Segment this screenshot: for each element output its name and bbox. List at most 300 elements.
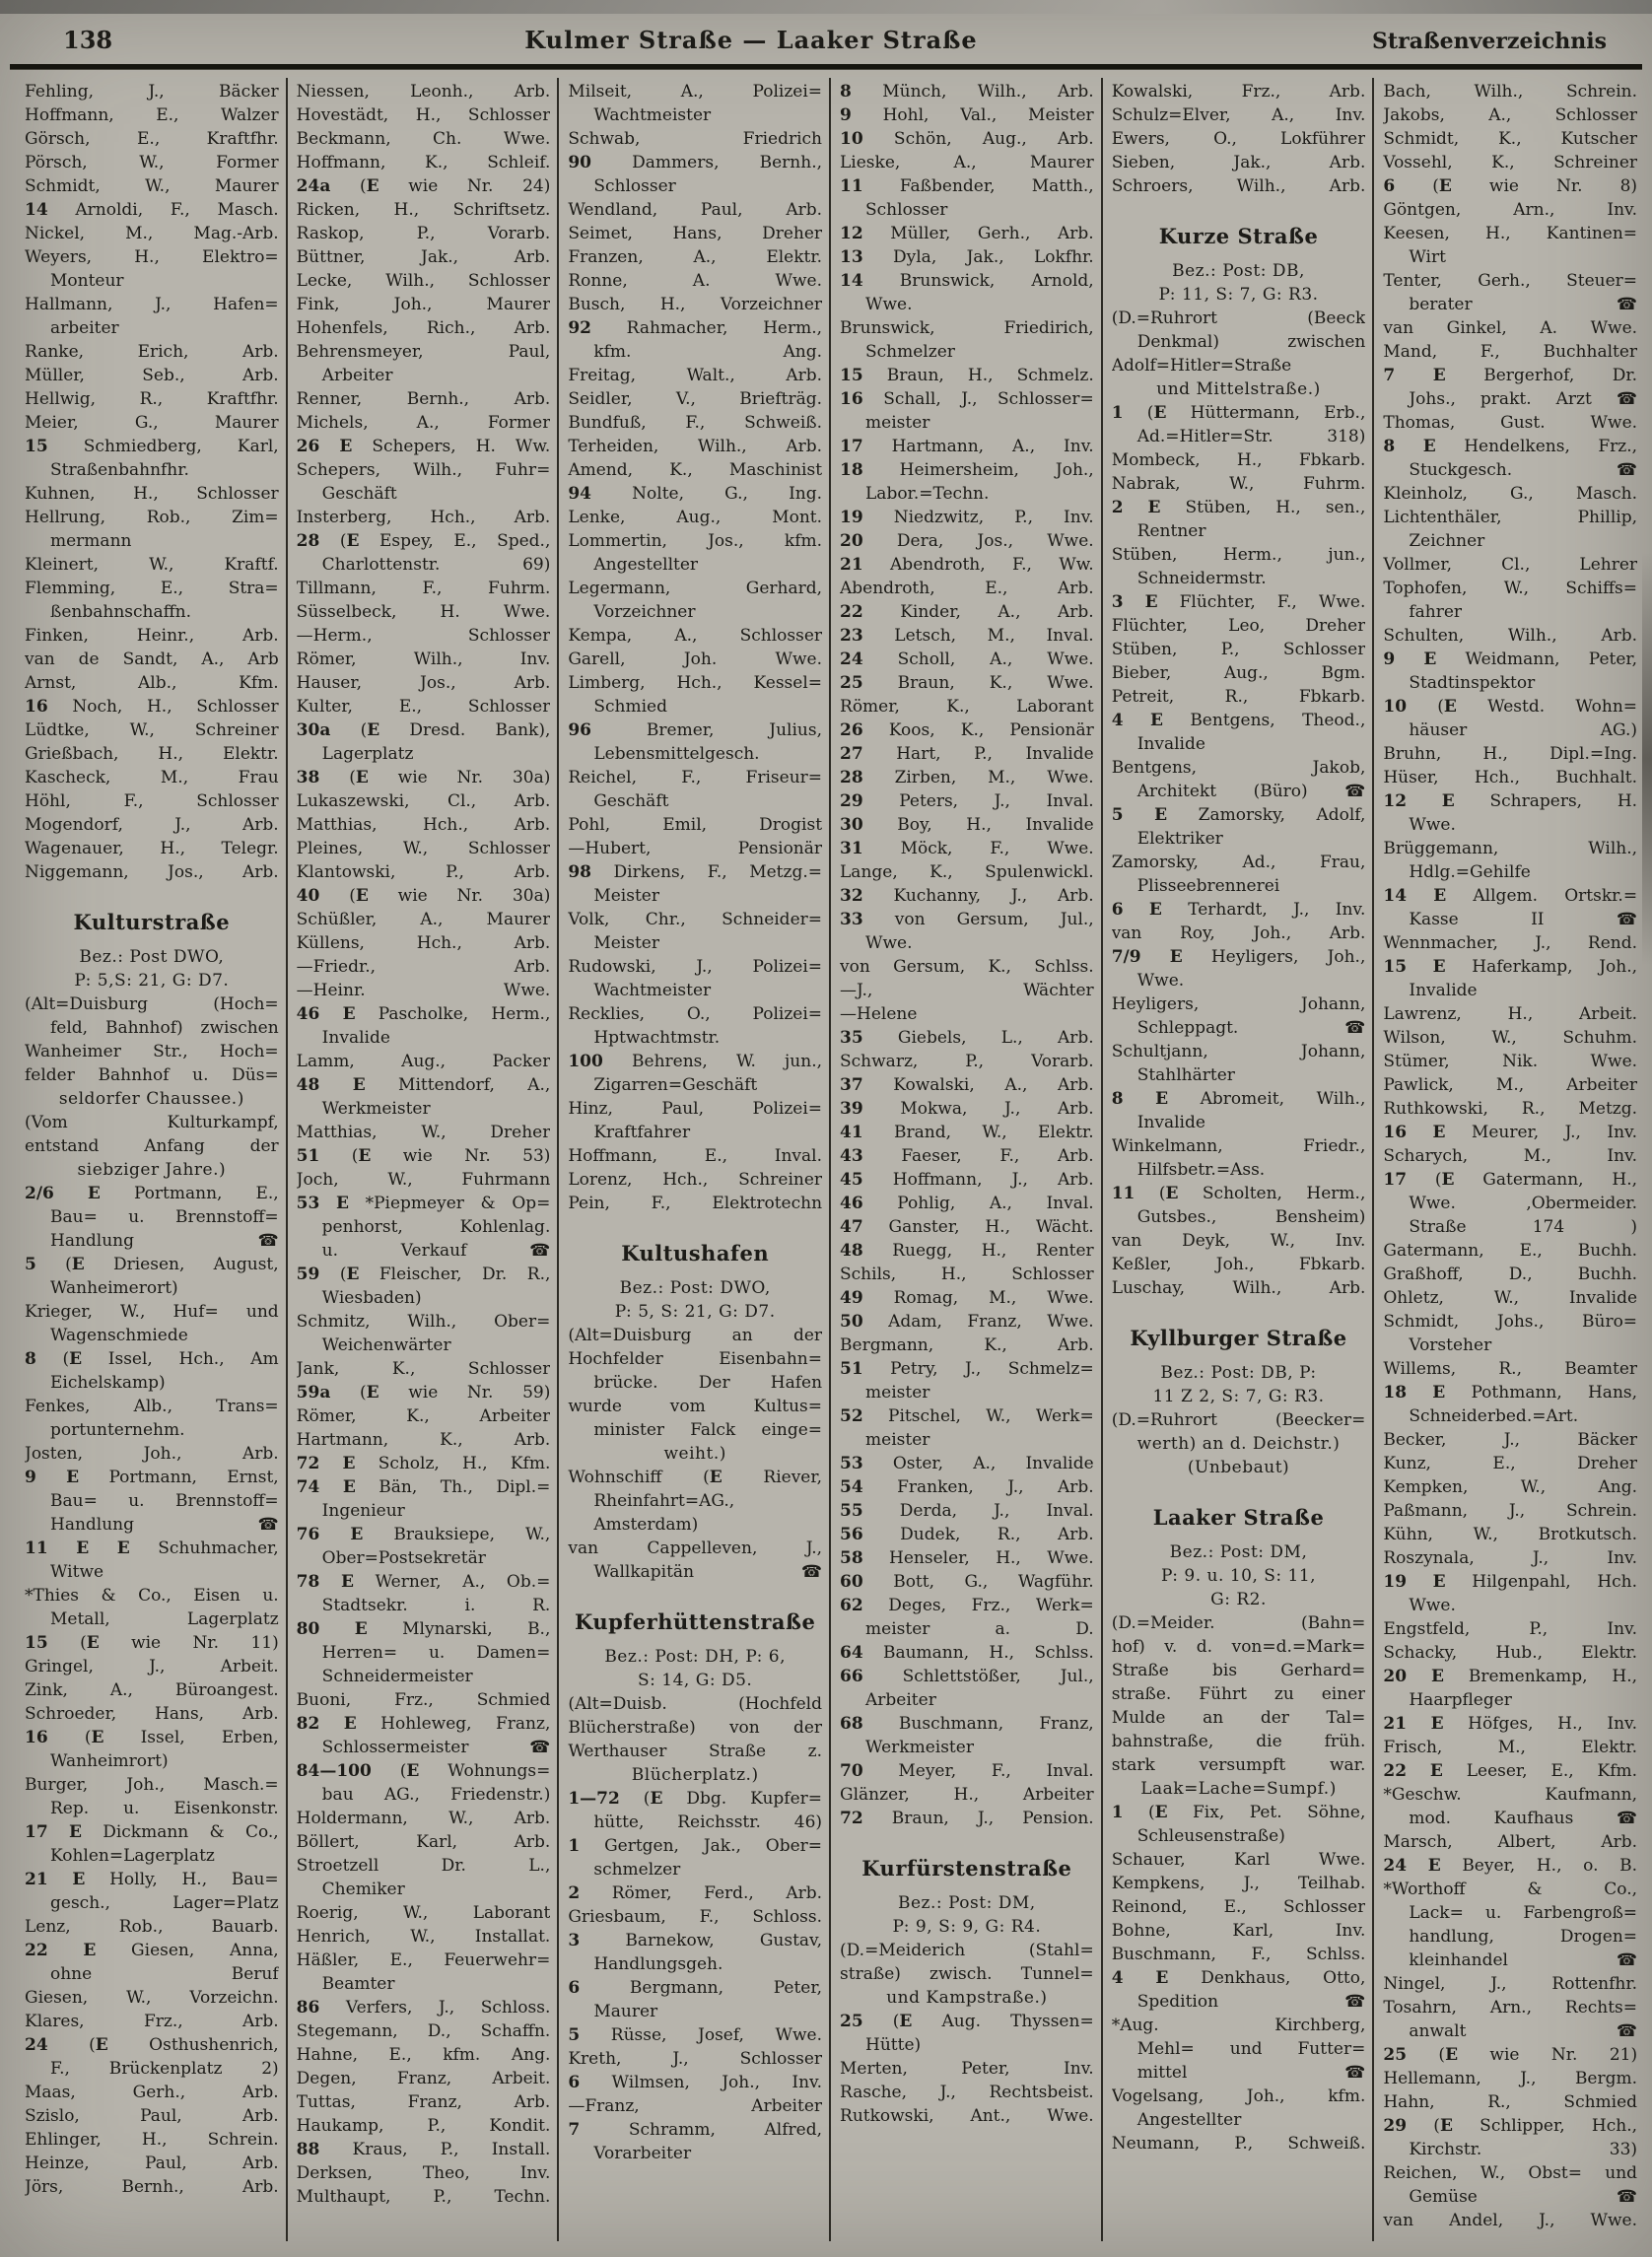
directory-line: Milseit, A., Polizei= — [568, 82, 823, 102]
directory-line: 98 Dirkens, F., Metzg.= — [568, 862, 823, 882]
directory-line: Amsterdam) — [593, 1515, 699, 1535]
directory-line: Bieber, Aug., Bgm. — [1111, 663, 1366, 683]
directory-line: Thomas, Gust. Wwe. — [1383, 413, 1638, 433]
directory-line: Architekt (Büro) ☎ — [1136, 782, 1366, 801]
directory-line: Raskop, P., Vorarb. — [296, 224, 551, 243]
directory-line: Maas, Gerh., Arb. — [25, 2083, 279, 2102]
directory-line: Grießbach, H., Elektr. — [25, 744, 279, 764]
directory-line: Wilson, W., Schuhm. — [1383, 1028, 1638, 1048]
directory-line: 32 Kuchanny, J., Arb. — [840, 886, 1094, 906]
directory-line: und Mittelstraße.) — [1156, 379, 1321, 399]
directory-line: 30 Boy, H., Invalide — [840, 815, 1094, 835]
directory-line: 23 Letsch, M., Inval. — [840, 626, 1094, 646]
directory-line: ohne Beruf — [50, 1964, 279, 1984]
directory-line: Straßenbahnfhr. — [50, 460, 189, 480]
directory-line: Ewers, O., Lokführer — [1111, 129, 1366, 149]
street-heading: Kultushafen — [621, 1241, 770, 1265]
directory-line: Römer, K., Laborant — [840, 697, 1094, 717]
directory-line: Henrich, W., Installat. — [296, 1927, 551, 1947]
directory-line: Schultjann, Johann, — [1111, 1042, 1366, 1061]
directory-line: 47 Ganster, H., Wächt. — [840, 1217, 1094, 1237]
directory-line: 25 (E wie Nr. 21) — [1383, 2045, 1638, 2065]
directory-line: Bundfuß, F., Schweiß. — [568, 413, 823, 433]
directory-line: Plisseebrennerei — [1136, 876, 1280, 896]
directory-line: Heinze, Paul, Arb. — [25, 2154, 279, 2173]
directory-line: Volk, Chr., Schneider= — [568, 910, 823, 929]
directory-line: Wanheimer Str., Hoch= — [25, 1042, 279, 1061]
directory-line: 3 E Flüchter, F., Wwe. — [1111, 592, 1366, 612]
directory-line: Schmelzer — [865, 342, 955, 362]
directory-line: Wendland, Paul, Arb. — [568, 200, 823, 220]
directory-line: Wagenauer, H., Telegr. — [25, 839, 279, 858]
directory-line: Schleusenstraße) — [1136, 1826, 1285, 1846]
directory-line: Lenke, Aug., Mont. — [568, 508, 823, 527]
directory-line: Limberg, Hch., Kessel= — [568, 673, 823, 693]
directory-line: Wachtmeister — [593, 105, 712, 125]
directory-line: Haarpfleger — [1409, 1690, 1512, 1710]
street-heading: Kulturstraße — [73, 910, 231, 934]
directory-line: Lange, K., Spulenwickl. — [840, 862, 1094, 882]
directory-line: Ruthkowski, R., Metzg. — [1383, 1099, 1638, 1119]
scan-artifact-top — [0, 0, 1652, 14]
directory-line: Kreth, J., Schlosser — [568, 2049, 823, 2069]
directory-line: Hallmann, J., Hafen= — [25, 295, 279, 314]
directory-line: 88 Kraus, P., Install. — [296, 2140, 551, 2159]
directory-line: Recklies, O., Polizei= — [568, 1004, 823, 1024]
directory-line: Straße 174 ) — [1409, 1217, 1638, 1237]
directory-line: Keesen, H., Kantinen= — [1383, 224, 1638, 243]
directory-line: Niggemann, Jos., Arb. — [25, 862, 279, 882]
directory-line: bau AG., Friedenstr.) — [321, 1785, 551, 1805]
page-number: 138 — [63, 26, 113, 54]
directory-line: Mombeck, H., Fbkarb. — [1111, 450, 1366, 470]
directory-column-5 — [1101, 78, 1373, 2241]
directory-line: Höhl, F., Schlosser — [25, 791, 279, 811]
directory-line: Handlungsgeh. — [593, 1954, 723, 1974]
directory-line: 60 Bott, G., Wagführ. — [840, 1572, 1094, 1592]
directory-line: —Herm., Schlosser — [296, 626, 551, 646]
directory-line: Lawrenz, H., Arbeit. — [1383, 1004, 1638, 1024]
directory-line: Bentgens, Jakob, — [1111, 758, 1366, 778]
directory-line: 1—72 (E Dbg. Kupfer= — [568, 1789, 823, 1809]
directory-line: Frisch, M., Elektr. — [1383, 1738, 1638, 1757]
directory-line: hütte, Reichsstr. 46) — [593, 1812, 823, 1832]
directory-line: Süsselbeck, H. Wwe. — [296, 602, 551, 622]
directory-line: Winkelmann, Friedr., — [1111, 1136, 1366, 1156]
directory-line: Kühn, W., Brotkutsch. — [1383, 1525, 1638, 1544]
directory-line: 11 E E Schuhmacher, — [25, 1539, 279, 1558]
directory-line: Lenz, Rob., Bauarb. — [25, 1917, 279, 1937]
directory-line: bahnstraße, die früh. — [1111, 1732, 1366, 1751]
street-heading: Kurfürstenstraße — [861, 1856, 1072, 1881]
directory-line: 28 (E Espey, E., Sped., — [296, 531, 551, 551]
directory-line: Degen, Franz, Arbeit. — [296, 2069, 551, 2088]
directory-line: Wiesbaden) — [321, 1288, 422, 1308]
directory-line: Hartmann, K., Arb. — [296, 1430, 551, 1450]
directory-line: Stadtsekr. i. R. — [321, 1596, 551, 1615]
directory-line: Kulter, E., Schlosser — [296, 697, 551, 717]
directory-line: Seidler, V., Briefträg. — [568, 389, 823, 409]
directory-line: Schmidt, W., Maurer — [25, 176, 279, 196]
directory-line: P: 11, S: 7, G: R3. — [1158, 285, 1319, 305]
directory-line: Eichelskamp) — [50, 1373, 166, 1393]
directory-line: 19 Niedzwitz, P., Inv. — [840, 508, 1094, 527]
directory-line: Herren= u. Damen= — [321, 1643, 551, 1663]
directory-line: 14 Arnoldi, F., Masch. — [25, 200, 279, 220]
street-heading: Kupferhüttenstraße — [575, 1609, 816, 1634]
directory-line: 28 Zirben, M., Wwe. — [840, 768, 1094, 787]
directory-line: 15 Braun, H., Schmelz. — [840, 366, 1094, 385]
directory-line: Burger, Joh., Masch.= — [25, 1775, 279, 1795]
directory-line: Schlossermeister ☎ — [321, 1738, 551, 1757]
street-heading: Laaker Straße — [1152, 1505, 1325, 1530]
directory-line: Arbeiter — [321, 366, 393, 385]
directory-line: Niessen, Leonh., Arb. — [296, 82, 551, 102]
directory-line: 7/9 E Heyligers, Joh., — [1111, 947, 1366, 967]
directory-line: Wennmacher, J., Rend. — [1383, 933, 1638, 953]
directory-column-6 — [1372, 78, 1644, 2241]
directory-line: Schmied — [593, 697, 667, 717]
directory-line: Garell, Joh. Wwe. — [568, 650, 823, 669]
directory-line: 30a (E Dresd. Bank), — [296, 720, 551, 740]
directory-line: Schulten, Wilh., Arb. — [1383, 626, 1638, 646]
directory-line: kfm. Ang. — [593, 342, 823, 362]
directory-line: Zamorsky, Ad., Frau, — [1111, 853, 1366, 872]
directory-column-4 — [829, 78, 1101, 2241]
directory-line: Holdermann, W., Arb. — [296, 1809, 551, 1828]
directory-line: Willems, R., Beamter — [1383, 1359, 1638, 1379]
directory-line: Paßmann, J., Schrein. — [1383, 1501, 1638, 1521]
directory-line: (Vom Kulturkampf, — [25, 1113, 279, 1132]
directory-line: 59a (E wie Nr. 59) — [296, 1383, 551, 1402]
directory-line: Flüchter, Leo, Dreher — [1111, 616, 1366, 636]
directory-line: Tenter, Gerh., Steuer= — [1383, 271, 1638, 291]
directory-line: 55 Derda, J., Inval. — [840, 1501, 1094, 1521]
directory-line: Reinond, E., Schlosser — [1111, 1897, 1366, 1917]
directory-line: Bez.: Post: DWO, — [619, 1278, 771, 1298]
directory-line: 21 Abendroth, F., Ww. — [840, 555, 1094, 575]
directory-line: van Roy, Joh., Arb. — [1111, 923, 1366, 943]
directory-line: 15 (E wie Nr. 11) — [25, 1633, 279, 1653]
directory-line: Müller, Seb., Arb. — [25, 366, 279, 385]
directory-line: häuser AG.) — [1409, 720, 1638, 740]
directory-line: straße. Führt zu einer — [1111, 1684, 1366, 1704]
directory-line: gesch., Lager=Platz — [50, 1893, 279, 1913]
directory-line: Invalide — [321, 1028, 390, 1048]
directory-line: 4 E Denkhaus, Otto, — [1111, 1968, 1366, 1988]
directory-line: 76 E Brauksiepe, W., — [296, 1525, 551, 1544]
directory-line: Meister — [593, 933, 659, 953]
directory-line: 21 E Höfges, H., Inv. — [1383, 1714, 1638, 1734]
directory-line: 8 Münch, Wilh., Arb. — [840, 82, 1094, 102]
directory-line: Angestellter — [593, 555, 699, 575]
directory-line: Flemming, E., Stra= — [25, 579, 279, 598]
directory-line: Lecke, Wilh., Schlosser — [296, 271, 551, 291]
directory-line: 9 Hohl, Val., Meister — [840, 105, 1094, 125]
directory-line: Vorarbeiter — [593, 2144, 692, 2163]
directory-line: Mulde an der Tal= — [1111, 1708, 1366, 1728]
directory-line: 26 E Schepers, H. Ww. — [296, 437, 551, 456]
directory-line: F., Brückenplatz 2) — [50, 2059, 279, 2079]
directory-line: Reichel, F., Friseur= — [568, 768, 823, 787]
directory-line: Hoffmann, E., Walzer — [25, 105, 279, 125]
directory-line: Vogelsang, Joh., kfm. — [1111, 2086, 1366, 2106]
directory-line: portunternehm. — [50, 1420, 185, 1440]
directory-line: kleinhandel ☎ — [1409, 1950, 1638, 1970]
directory-line: Buoni, Frz., Schmied — [296, 1690, 551, 1710]
directory-line: Hochfelder Eisenbahn= — [568, 1349, 823, 1369]
directory-line: Buschmann, F., Schlss. — [1111, 1945, 1366, 1964]
directory-line: 9 E Portmann, Ernst, — [25, 1468, 279, 1487]
directory-line: 2/6 E Portmann, E., — [25, 1184, 279, 1203]
directory-line: Kuhnen, H., Schlosser — [25, 484, 279, 504]
directory-line: 16 Noch, H., Schlosser — [25, 697, 279, 717]
directory-line: 14 E Allgem. Ortskr.= — [1383, 886, 1638, 906]
directory-line: *Geschw. Kaufmann, — [1383, 1785, 1638, 1805]
directory-line: Insterberg, Hch., Arb. — [296, 508, 551, 527]
section-label: Straßenverzeichnis — [1372, 29, 1607, 54]
directory-line: Graßhoff, D., Buchh. — [1383, 1265, 1638, 1284]
directory-line: Hauser, Jos., Arb. — [296, 673, 551, 693]
directory-line: mittel ☎ — [1136, 2063, 1366, 2083]
directory-column-3 — [557, 78, 829, 2241]
directory-line: Kascheck, M., Frau — [25, 768, 279, 787]
directory-line: Hptwachtmstr. — [593, 1028, 721, 1048]
directory-line: Römer, Wilh., Inv. — [296, 650, 551, 669]
directory-line: 13 Dyla, Jak., Lokfhr. — [840, 247, 1094, 267]
directory-line: Lagerplatz — [321, 744, 414, 764]
directory-line: Brüggemann, Wilh., — [1383, 839, 1638, 858]
directory-line: 11 Z 2, S: 7, G: R3. — [1152, 1387, 1325, 1406]
directory-line: Derksen, Theo, Inv. — [296, 2163, 551, 2183]
directory-line: Stüben, P., Schlosser — [1111, 640, 1366, 659]
directory-line: Gatermann, E., Buchh. — [1383, 1241, 1638, 1261]
directory-line: 84—100 (E Wohnungs= — [296, 1761, 551, 1781]
directory-line: 22 Kinder, A., Arb. — [840, 602, 1094, 622]
directory-line: Bez.: Post: DM, — [1169, 1542, 1308, 1562]
directory-line: Lebensmittelgesch. — [593, 744, 760, 764]
directory-line: Franzen, A., Elektr. — [568, 247, 823, 267]
directory-line: Merten, Peter, Inv. — [840, 2059, 1094, 2079]
directory-line: 59 (E Fleischer, Dr. R., — [296, 1265, 551, 1284]
directory-line: meister a. D. — [865, 1619, 1094, 1639]
directory-line: Wwe. ,Obermeider. — [1409, 1194, 1638, 1213]
directory-line: Hahn, R., Schmied — [1383, 2092, 1638, 2112]
directory-line: Bohne, Karl, Inv. — [1111, 1921, 1366, 1941]
directory-line: P: 5, S: 21, G: D7. — [614, 1302, 776, 1322]
directory-line: 43 Faeser, F., Arb. — [840, 1146, 1094, 1166]
directory-line: Heyligers, Johann, — [1111, 994, 1366, 1014]
directory-line: handlung, Drogen= — [1409, 1927, 1638, 1947]
directory-line: 68 Buschmann, Franz, — [840, 1714, 1094, 1734]
directory-line: Schlosser — [593, 176, 676, 196]
directory-line: Nabrak, W., Fuhrm. — [1111, 474, 1366, 494]
directory-line: (Alt=Duisburg an der — [568, 1326, 823, 1345]
directory-line: Häßler, E., Feuerwehr= — [296, 1950, 551, 1970]
directory-line: Bez.: Post: DB, — [1172, 261, 1305, 281]
page-title: Kulmer Straße — Laaker Straße — [524, 26, 978, 54]
directory-line: Lack= u. Farbengroß= — [1409, 1903, 1638, 1923]
directory-line: S: 14, G: D5. — [638, 1671, 753, 1690]
directory-line: Hohenfels, Rich., Arb. — [296, 318, 551, 338]
directory-column-2 — [286, 78, 558, 2241]
directory-line: 29 (E Schlipper, Hch., — [1383, 2116, 1638, 2136]
directory-line: ßenbahnschaffn. — [50, 602, 192, 622]
directory-line: Schneidermstr. — [1136, 569, 1267, 588]
directory-line: Nickel, M., Mag.-Arb. — [25, 224, 279, 243]
directory-line: Hilfsbetr.=Ass. — [1136, 1160, 1266, 1180]
directory-line: 17 (E Gatermann, H., — [1383, 1170, 1638, 1190]
directory-line: Ohletz, W., Invalide — [1383, 1288, 1638, 1308]
directory-columns — [0, 70, 1652, 2241]
directory-line: —Hubert, Pensionär — [568, 839, 823, 858]
directory-line: 10 Schön, Aug., Arb. — [840, 129, 1094, 149]
directory-line: 4 E Bentgens, Theod., — [1111, 711, 1366, 730]
directory-line: Mehl= und Futter= — [1136, 2039, 1366, 2059]
directory-line: Schepers, Wilh., Fuhr= — [296, 460, 551, 480]
directory-line: Bez.: Post: DB, P: — [1160, 1363, 1317, 1383]
directory-line: 58 Henseler, H., Wwe. — [840, 1548, 1094, 1568]
directory-line: 3 Barnekow, Gustav, — [568, 1931, 823, 1950]
directory-line: Freitag, Walt., Arb. — [568, 366, 823, 385]
directory-line: Laak=Lache=Sumpf.) — [1140, 1779, 1337, 1799]
directory-line: 6 Wilmsen, Joh., Inv. — [568, 2073, 823, 2092]
directory-line: 24a (E wie Nr. 24) — [296, 176, 551, 196]
directory-line: Ronne, A. Wwe. — [568, 271, 823, 291]
directory-line: Stroetzell Dr. L., — [296, 1856, 551, 1876]
directory-line: Hahne, E., kfm. Ang. — [296, 2045, 551, 2065]
directory-line: 20 Dera, Jos., Wwe. — [840, 531, 1094, 551]
directory-line: Schroers, Wilh., Arb. — [1111, 176, 1366, 196]
directory-line: Stadtinspektor — [1409, 673, 1536, 693]
directory-line: Schulz=Elver, A., Inv. — [1111, 105, 1366, 125]
directory-line: Schmidt, Johs., Büro= — [1383, 1312, 1638, 1332]
directory-line: *Thies & Co., Eisen u. — [25, 1586, 279, 1606]
directory-line: Johs., prakt. Arzt ☎ — [1409, 389, 1638, 409]
directory-line: (D.=Ruhrort (Beecker= — [1111, 1410, 1366, 1430]
directory-line: 78 E Werner, A., Ob.= — [296, 1572, 551, 1592]
directory-line: u. Verkauf ☎ — [321, 1241, 551, 1261]
directory-line: 48 Ruegg, H., Renter — [840, 1241, 1094, 1261]
directory-line: Ricken, H., Schriftsetz. — [296, 200, 551, 220]
directory-line: Stegemann, D., Schaffn. — [296, 2021, 551, 2041]
directory-line: 53 E *Piepmeyer & Op= — [296, 1194, 551, 1213]
directory-line: van Deyk, W., Inv. — [1111, 1231, 1366, 1251]
directory-line: Böllert, Karl, Arb. — [296, 1832, 551, 1852]
directory-line: Lamm, Aug., Packer — [296, 1052, 551, 1071]
directory-line: Chemiker — [321, 1880, 405, 1899]
directory-line: Gemüse ☎ — [1409, 2187, 1638, 2207]
directory-line: Wwe. — [865, 295, 913, 314]
directory-line: Fenkes, Alb., Trans= — [25, 1397, 279, 1416]
directory-line: 2 Römer, Ferd., Arb. — [568, 1883, 823, 1903]
directory-line: Straße bis Gerhard= — [1111, 1661, 1366, 1680]
directory-line: Josten, Joh., Arb. — [25, 1444, 279, 1464]
directory-line: Fehling, J., Bäcker — [25, 82, 279, 102]
directory-line: 14 Brunswick, Arnold, — [840, 271, 1094, 291]
directory-line: Schauer, Karl Wwe. — [1111, 1850, 1366, 1870]
directory-line: Göntgen, Arn., Inv. — [1383, 200, 1638, 220]
directory-line: Labor.=Techn. — [865, 484, 990, 504]
directory-line: 18 Heimersheim, Joh., — [840, 460, 1094, 480]
directory-line: 7 E Bergerhof, Dr. — [1383, 366, 1638, 385]
directory-line: Wanheimrort) — [50, 1751, 169, 1771]
directory-column-1 — [16, 78, 286, 2241]
directory-line: Spedition ☎ — [1136, 1992, 1366, 2012]
directory-line: 94 Nolte, G., Ing. — [568, 484, 823, 504]
directory-line: 62 Deges, Frz., Werk= — [840, 1596, 1094, 1615]
directory-line: Vossehl, K., Schreiner — [1383, 153, 1638, 172]
directory-line: Wwe. — [1409, 1596, 1456, 1615]
directory-line: Meier, G., Maurer — [25, 413, 279, 433]
directory-line: Rasche, J., Rechtsbeist. — [840, 2083, 1094, 2102]
directory-line: 49 Romag, M., Wwe. — [840, 1288, 1094, 1308]
directory-line: 12 E Schrapers, H. — [1383, 791, 1638, 811]
directory-line: Matthias, Hch., Arb. — [296, 815, 551, 835]
directory-line: 38 (E wie Nr. 30a) — [296, 768, 551, 787]
directory-line: weiht.) — [663, 1444, 726, 1464]
directory-line: Ningel, J., Rottenfhr. — [1383, 1974, 1638, 1994]
directory-line: Lukaszewski, Cl., Arb. — [296, 791, 551, 811]
directory-line: Kasse II ☎ — [1409, 910, 1638, 929]
directory-line: Wwe. — [865, 933, 913, 953]
directory-line: Ehlinger, H., Schrein. — [25, 2130, 279, 2150]
directory-line: Abendroth, E., Arb. — [840, 579, 1094, 598]
directory-line: 22 E Giesen, Anna, — [25, 1941, 279, 1960]
directory-line: Engstfeld, P., Inv. — [1383, 1619, 1638, 1639]
directory-line: Roerig, W., Laborant — [296, 1903, 551, 1923]
directory-line: 6 E Terhardt, J., Inv. — [1111, 900, 1366, 920]
directory-line: stark versumpft war. — [1111, 1755, 1366, 1775]
directory-line: Beckmann, Ch. Wwe. — [296, 129, 551, 149]
directory-line: Klares, Frz., Arb. — [25, 2012, 279, 2031]
directory-line: Witwe — [50, 1562, 104, 1582]
directory-line: Hoffmann, K., Schleif. — [296, 153, 551, 172]
directory-line: Reichen, W., Obst= und — [1383, 2163, 1638, 2183]
directory-line: (Alt=Duisb. (Hochfeld — [568, 1694, 823, 1714]
directory-line: fahrer — [1409, 602, 1463, 622]
directory-line: meister — [865, 1430, 930, 1450]
directory-line: G: R2. — [1210, 1590, 1267, 1609]
directory-line: Küllens, Hch., Arb. — [296, 933, 551, 953]
directory-line: Schroeder, Hans, Arb. — [25, 1704, 279, 1724]
directory-line: 10 (E Westd. Wohn= — [1383, 697, 1638, 717]
directory-line: 51 Petry, J., Schmelz= — [840, 1359, 1094, 1379]
directory-line: Ingenieur — [321, 1501, 405, 1521]
directory-line: Werkmeister — [865, 1738, 974, 1757]
directory-line: berater ☎ — [1409, 295, 1638, 314]
directory-line: van Cappelleven, J., — [568, 1539, 823, 1558]
directory-line: 8 E Hendelkens, Frz., — [1383, 437, 1638, 456]
directory-line: 46 Pohlig, A., Inval. — [840, 1194, 1094, 1213]
directory-line: Finken, Heinr., Arb. — [25, 626, 279, 646]
directory-line: Hovestädt, H., Schlosser — [296, 105, 551, 125]
directory-line: 64 Baumann, H., Schlss. — [840, 1643, 1094, 1663]
directory-line: Wwe. — [1409, 815, 1456, 835]
directory-line: 27 Hart, P., Invalide — [840, 744, 1094, 764]
directory-line: Schacky, Hub., Elektr. — [1383, 1643, 1638, 1663]
directory-line: 46 E Pascholke, Herm., — [296, 1004, 551, 1024]
directory-line: Wwe. — [1136, 971, 1185, 991]
directory-line: Ad.=Hitler=Str. 318) — [1136, 427, 1366, 446]
directory-line: 15 E Haferkamp, Joh., — [1383, 957, 1638, 977]
directory-line: Giesen, W., Vorzeichn. — [25, 1988, 279, 2008]
directory-line: 45 Hoffmann, J., Arb. — [840, 1170, 1094, 1190]
directory-line: 70 Meyer, F., Inval. — [840, 1761, 1094, 1781]
directory-line: seldorfer Chaussee.) — [58, 1089, 244, 1109]
directory-line: Lieske, A., Maurer — [840, 153, 1094, 172]
directory-line: 24 (E Osthushenrich, — [25, 2035, 279, 2055]
